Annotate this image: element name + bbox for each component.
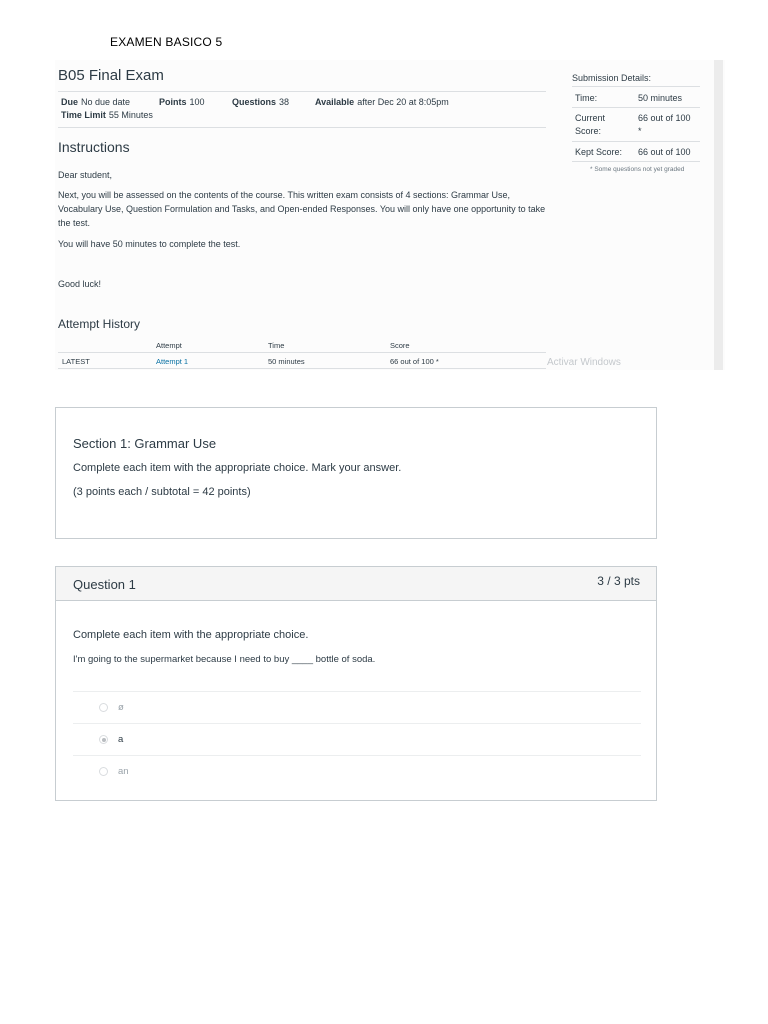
divider (58, 352, 546, 353)
points-meta: Points 100 (159, 97, 205, 107)
attempt-row-score: 66 out of 100 * (390, 357, 439, 366)
submission-note: * Some questions not yet graded (590, 166, 685, 173)
submission-kept-value: 66 out of 100 (638, 147, 691, 157)
answer-option[interactable] (73, 755, 641, 787)
instructions-greeting: Dear student, (58, 170, 113, 180)
submission-current-value: 66 out of 100 * (638, 113, 691, 136)
radio-button[interactable] (99, 703, 108, 712)
question-name: Question 1 (73, 577, 136, 592)
questions-meta: Questions 38 (232, 97, 290, 107)
answer-option[interactable] (73, 691, 641, 723)
time-limit-meta: Time Limit 55 Minutes (61, 110, 153, 120)
instructions-time-note: You will have 50 minutes to complete the test. (58, 239, 241, 249)
question-points: 3 / 3 pts (597, 574, 640, 588)
available-meta: Available after Dec 20 at 8:05pm (315, 97, 449, 107)
answer-label: ø (118, 702, 124, 713)
section-instruction: Complete each item with the appropriate choice. Mark your answer. (73, 462, 402, 474)
instructions-closing: Good luck! (58, 279, 102, 289)
question-box (55, 566, 657, 801)
divider (572, 86, 700, 87)
section-box (55, 407, 657, 539)
question-header (56, 567, 656, 601)
section-title: Section 1: Grammar Use (73, 436, 217, 451)
submission-time-label: Time: (575, 93, 598, 103)
col-header-score: Score (390, 341, 410, 350)
instructions-body: Next, you will be assessed on the contents of the course. This written exam consists of 4 sections: Grammar Use, Vocabulary Use, Question Formulation and Tasks, and Open-ended Responses. You will only have one opportunity to take the test. (58, 190, 546, 228)
answer-label: an (118, 766, 129, 777)
document-title: EXAMEN BASICO 5 (110, 35, 223, 49)
answer-label: a (118, 734, 124, 745)
divider (58, 127, 546, 128)
attempt-row-tag: LATEST (62, 357, 90, 366)
radio-button[interactable] (99, 735, 108, 744)
divider (58, 91, 546, 92)
question-prompt: Complete each item with the appropriate choice. (73, 629, 309, 641)
section-points: (3 points each / subtotal = 42 points) (73, 486, 251, 498)
submission-time-value: 50 minutes (638, 93, 683, 103)
submission-current-label: Current Score: (575, 113, 606, 136)
quiz-title: B05 Final Exam (58, 67, 164, 84)
question-text: I'm going to the supermarket because I need to buy ____ bottle of soda. (73, 654, 376, 665)
instructions-heading: Instructions (58, 139, 130, 155)
divider (58, 368, 546, 369)
attempt-history-heading: Attempt History (58, 317, 141, 331)
divider (572, 107, 700, 108)
attempt-row-link[interactable]: Attempt 1 (156, 357, 189, 366)
scrollbar-strip[interactable] (714, 60, 723, 370)
col-header-time: Time (268, 341, 285, 350)
divider (572, 161, 700, 162)
due-meta: Due No due date (61, 97, 131, 107)
attempt-row-time: 50 minutes (268, 357, 305, 366)
windows-watermark: Activar Windows (547, 357, 621, 368)
submission-kept-label: Kept Score: (575, 147, 623, 157)
col-header-attempt: Attempt (156, 341, 182, 350)
submission-heading: Submission Details: (572, 73, 652, 83)
answer-option[interactable] (73, 723, 641, 755)
radio-button[interactable] (99, 767, 108, 776)
divider (572, 141, 700, 142)
